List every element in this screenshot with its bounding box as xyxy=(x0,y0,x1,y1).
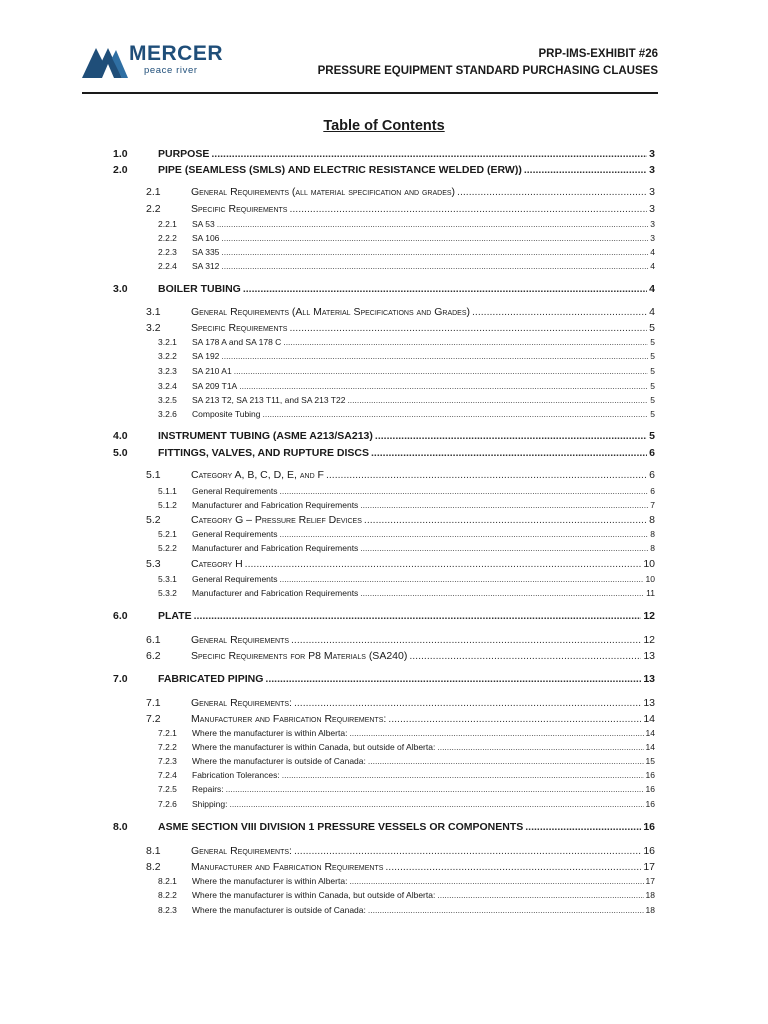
toc-entry[interactable] xyxy=(158,742,655,754)
toc-entry-label: Where the manufacturer is within Canada, but outside of Alberta: xyxy=(192,890,436,900)
toc-entry-number: 7.2.4 xyxy=(158,770,177,780)
toc-entry[interactable] xyxy=(113,430,655,444)
toc-entry-page: 5 xyxy=(649,430,655,442)
toc-entry[interactable] xyxy=(113,283,655,297)
toc-entry[interactable] xyxy=(158,784,655,796)
toc-dot-leader xyxy=(229,799,643,809)
toc-entry[interactable] xyxy=(146,713,655,727)
toc-entry-label: SA 178 A and SA 178 C xyxy=(192,337,282,347)
toc-entry[interactable] xyxy=(158,876,655,888)
toc-entry[interactable] xyxy=(113,148,655,162)
toc-dot-leader xyxy=(360,588,644,598)
toc-entry-label: Fabrication Tolerances: xyxy=(192,770,280,780)
toc-entry[interactable] xyxy=(158,500,655,512)
toc-entry-label: Manufacturer and Fabrication Requirements xyxy=(192,500,359,510)
toc-entry-page: 5 xyxy=(650,395,655,405)
toc-entry-page: 13 xyxy=(643,673,655,685)
toc-entry-number: 7.2.5 xyxy=(158,784,177,794)
toc-entry-number: 5.3 xyxy=(146,558,161,570)
toc-entry-number: 5.2.2 xyxy=(158,543,177,553)
toc-entry-label: SA 213 T2, SA 213 T11, and SA 213 T22 xyxy=(192,395,346,405)
toc-entry-number: 7.2.2 xyxy=(158,742,177,752)
toc-dot-leader xyxy=(226,784,644,794)
toc-entry[interactable] xyxy=(158,529,655,541)
toc-entry-number: 2.2 xyxy=(146,203,161,215)
mercer-mountain-icon xyxy=(82,44,128,78)
toc-entry-page: 3 xyxy=(649,164,655,176)
toc-entry-page: 16 xyxy=(643,821,655,833)
toc-dot-leader xyxy=(525,821,641,833)
toc-dot-leader xyxy=(472,306,647,318)
toc-entry-page: 3 xyxy=(649,148,655,160)
toc-entry-page: 4 xyxy=(649,283,655,295)
toc-dot-leader xyxy=(326,469,647,481)
toc-dot-leader xyxy=(282,770,644,780)
toc-entry-page: 17 xyxy=(643,861,655,873)
toc-entry-page: 12 xyxy=(643,610,655,622)
toc-entry-number: 5.2.1 xyxy=(158,529,177,539)
toc-dot-leader xyxy=(234,366,649,376)
toc-entry-label: Manufacturer and Fabrication Requirements: xyxy=(191,713,387,725)
toc-entry-page: 4 xyxy=(650,261,655,271)
toc-entry-number: 7.2 xyxy=(146,713,161,725)
toc-entry[interactable] xyxy=(158,486,655,498)
toc-entry-page: 5 xyxy=(650,337,655,347)
toc-entry-number: 2.2.2 xyxy=(158,233,177,243)
toc-entry-number: 2.1 xyxy=(146,186,161,198)
toc-entry-page: 5 xyxy=(650,409,655,419)
toc-entry-label: ASME SECTION VIII DIVISION 1 PRESSURE VESSELS OR COMPONENTS xyxy=(158,821,524,833)
toc-entry-label: SA 192 xyxy=(192,351,220,361)
toc-entry-page: 5 xyxy=(650,381,655,391)
toc-dot-leader xyxy=(388,713,641,725)
toc-entry-label: INSTRUMENT TUBING (ASME A213/SA213) xyxy=(158,430,373,442)
toc-entry[interactable] xyxy=(158,366,655,378)
toc-entry-label: Where the manufacturer is outside of Canada: xyxy=(192,756,366,766)
toc-entry-number: 8.2 xyxy=(146,861,161,873)
toc-entry-label: Specific Requirements for P8 Materials (SA240) xyxy=(191,650,408,662)
toc-entry-label: Where the manufacturer is within Alberta: xyxy=(192,876,348,886)
toc-entry-number: 6.2 xyxy=(146,650,161,662)
toc-entry[interactable] xyxy=(146,845,655,859)
toc-entry-label: General Requirements xyxy=(192,486,278,496)
toc-entry-number: 5.1.2 xyxy=(158,500,177,510)
toc-entry-label: PURPOSE xyxy=(158,148,210,160)
toc-entry-label: Specific Requirements xyxy=(191,322,288,334)
toc-entry[interactable] xyxy=(158,409,655,421)
toc-entry-page: 17 xyxy=(645,876,655,886)
toc-dot-leader xyxy=(294,845,641,857)
page-header xyxy=(82,40,658,94)
toc-entry-label: Specific Requirements xyxy=(191,203,288,215)
document-id: PRP-IMS-EXHIBIT #26 xyxy=(538,48,658,60)
toc-dot-leader xyxy=(245,558,642,570)
toc-entry-page: 8 xyxy=(649,514,655,526)
toc-entry-number: 7.2.1 xyxy=(158,728,177,738)
toc-entry-label: FABRICATED PIPING xyxy=(158,673,264,685)
toc-entry-number: 8.0 xyxy=(113,821,128,833)
toc-entry-number: 8.2.2 xyxy=(158,890,177,900)
toc-entry-label: SA 312 xyxy=(192,261,220,271)
toc-entry-label: General Requirements: xyxy=(191,845,292,857)
toc-dot-leader xyxy=(437,742,643,752)
toc-dot-leader xyxy=(265,673,641,685)
toc-entry[interactable] xyxy=(158,588,655,600)
toc-entry-page: 18 xyxy=(645,905,655,915)
toc-dot-leader xyxy=(280,529,649,539)
toc-entry-page: 10 xyxy=(645,574,655,584)
toc-dot-leader xyxy=(409,650,641,662)
toc-entry-label: Where the manufacturer is outside of Canada: xyxy=(192,905,366,915)
toc-entry-number: 3.2.2 xyxy=(158,351,177,361)
toc-dot-leader xyxy=(349,876,643,886)
toc-entry[interactable] xyxy=(113,821,655,835)
toc-entry[interactable] xyxy=(146,203,655,217)
toc-dot-leader xyxy=(371,447,647,459)
toc-entry-number: 7.2.6 xyxy=(158,799,177,809)
toc-dot-leader xyxy=(349,728,643,738)
toc-entry-label: General Requirements xyxy=(192,529,278,539)
toc-entry-page: 6 xyxy=(650,486,655,496)
toc-entry-number: 2.2.3 xyxy=(158,247,177,257)
toc-entry-page: 3 xyxy=(649,186,655,198)
toc-entry-number: 2.2.4 xyxy=(158,261,177,271)
toc-entry-number: 3.2.4 xyxy=(158,381,177,391)
toc-entry-page: 15 xyxy=(645,756,655,766)
toc-dot-leader xyxy=(524,164,647,176)
toc-entry-label: SA 335 xyxy=(192,247,220,257)
toc-entry-label: Where the manufacturer is within Alberta: xyxy=(192,728,348,738)
toc-entry-page: 16 xyxy=(645,784,655,794)
toc-entry-number: 3.2 xyxy=(146,322,161,334)
toc-entry[interactable] xyxy=(113,447,655,461)
toc-entry-page: 16 xyxy=(645,799,655,809)
toc-entry-label: FITTINGS, VALVES, AND RUPTURE DISCS xyxy=(158,447,369,459)
toc-entry-page: 8 xyxy=(650,529,655,539)
toc-entry[interactable] xyxy=(158,233,655,245)
toc-dot-leader xyxy=(294,697,641,709)
toc-entry-page: 4 xyxy=(650,247,655,257)
toc-entry-label: General Requirements (All Material Specifications and Grades) xyxy=(191,306,471,318)
toc-dot-leader xyxy=(364,514,647,526)
toc-dot-leader xyxy=(360,543,648,553)
toc-entry[interactable] xyxy=(158,890,655,902)
toc-entry-number: 2.0 xyxy=(113,164,128,176)
toc-entry[interactable] xyxy=(158,261,655,273)
toc-entry-page: 16 xyxy=(643,845,655,857)
toc-dot-leader xyxy=(221,233,648,243)
toc-dot-leader xyxy=(385,861,641,873)
toc-entry-label: BOILER TUBING xyxy=(158,283,241,295)
toc-dot-leader xyxy=(221,261,648,271)
toc-entry-label: SA 53 xyxy=(192,219,215,229)
toc-entry-number: 4.0 xyxy=(113,430,128,442)
toc-dot-leader xyxy=(194,610,642,622)
toc-entry-number: 8.2.1 xyxy=(158,876,177,886)
toc-entry-page: 4 xyxy=(649,306,655,318)
toc-entry-page: 13 xyxy=(643,650,655,662)
toc-entry[interactable] xyxy=(158,728,655,740)
toc-dot-leader xyxy=(375,430,647,442)
toc-entry-number: 6.1 xyxy=(146,634,161,646)
toc-entry-number: 3.2.6 xyxy=(158,409,177,419)
toc-entry[interactable] xyxy=(146,322,655,336)
toc-entry[interactable] xyxy=(158,247,655,259)
toc-dot-leader xyxy=(368,905,644,915)
toc-entry-page: 5 xyxy=(649,322,655,334)
toc-entry-page: 3 xyxy=(650,219,655,229)
toc-dot-leader xyxy=(368,756,644,766)
toc-entry-number: 7.2.3 xyxy=(158,756,177,766)
toc-entry[interactable] xyxy=(146,697,655,711)
toc-entry[interactable] xyxy=(146,650,655,664)
toc-entry-page: 5 xyxy=(650,366,655,376)
toc-entry-number: 3.2.3 xyxy=(158,366,177,376)
toc-entry-label: Category G – Pressure Relief Devices xyxy=(191,514,362,526)
toc-dot-leader xyxy=(221,351,648,361)
toc-entry[interactable] xyxy=(146,514,655,528)
toc-entry-number: 6.0 xyxy=(113,610,128,622)
toc-entry-number: 1.0 xyxy=(113,148,128,160)
toc-entry-page: 14 xyxy=(645,742,655,752)
toc-dot-leader xyxy=(221,247,648,257)
toc-entry-label: General Requirements (all material specification and grades) xyxy=(191,186,456,198)
toc-entry[interactable] xyxy=(158,381,655,393)
toc-entry-label: General Requirements xyxy=(192,574,278,584)
toc-entry[interactable] xyxy=(158,351,655,363)
toc-entry-label: Manufacturer and Fabrication Requirements xyxy=(192,543,359,553)
toc-entry-label: Category H xyxy=(191,558,243,570)
toc-entry-label: Where the manufacturer is within Canada, but outside of Alberta: xyxy=(192,742,436,752)
toc-entry-number: 7.1 xyxy=(146,697,161,709)
toc-entry[interactable] xyxy=(158,756,655,768)
toc-entry-page: 14 xyxy=(643,713,655,725)
toc-entry-number: 3.1 xyxy=(146,306,161,318)
toc-entry-page: 5 xyxy=(650,351,655,361)
toc-entry-label: PIPE (SEAMLESS (SMLS) AND ELECTRIC RESISTANCE WELDED (ERW)) xyxy=(158,164,522,176)
toc-dot-leader xyxy=(347,395,648,405)
toc-entry-number: 5.3.1 xyxy=(158,574,177,584)
toc-entry-number: 3.0 xyxy=(113,283,128,295)
toc-entry-page: 16 xyxy=(645,770,655,780)
toc-entry[interactable] xyxy=(146,558,655,572)
toc-entry[interactable] xyxy=(158,905,655,917)
toc-entry-label: General Requirements xyxy=(191,634,290,646)
toc-entry[interactable] xyxy=(146,186,655,200)
toc-dot-leader xyxy=(280,486,649,496)
toc-entry-number: 5.3.2 xyxy=(158,588,177,598)
toc-dot-leader xyxy=(289,322,647,334)
toc-entry-label: Category A, B, C, D, E, and F xyxy=(191,469,324,481)
toc-title: Table of Contents xyxy=(323,118,445,134)
toc-entry-label: General Requirements: xyxy=(191,697,292,709)
toc-dot-leader xyxy=(457,186,647,198)
toc-entry[interactable] xyxy=(158,219,655,231)
toc-entry-page: 12 xyxy=(643,634,655,646)
toc-entry-page: 3 xyxy=(650,233,655,243)
toc-entry[interactable] xyxy=(158,543,655,555)
toc-entry-number: 8.2.3 xyxy=(158,905,177,915)
toc-dot-leader xyxy=(243,283,647,295)
toc-entry-page: 13 xyxy=(643,697,655,709)
toc-entry-page: 10 xyxy=(643,558,655,570)
logo-subtitle: peace river xyxy=(144,65,198,76)
toc-dot-leader xyxy=(360,500,648,510)
toc-entry-page: 14 xyxy=(645,728,655,738)
toc-entry-page: 11 xyxy=(646,588,655,598)
toc-entry[interactable] xyxy=(146,469,655,483)
toc-entry-page: 6 xyxy=(649,469,655,481)
toc-entry-page: 7 xyxy=(650,500,655,510)
toc-entry-number: 8.1 xyxy=(146,845,161,857)
toc-entry-label: SA 210 A1 xyxy=(192,366,232,376)
toc-entry-page: 6 xyxy=(649,447,655,459)
toc-entry-label: Manufacturer and Fabrication Requirements xyxy=(192,588,359,598)
toc-entry[interactable] xyxy=(146,306,655,320)
toc-dot-leader xyxy=(211,148,647,160)
logo-name: MERCER xyxy=(129,42,224,65)
toc-entry-label: SA 209 T1A xyxy=(192,381,238,391)
toc-dot-leader xyxy=(283,337,648,347)
toc-entry[interactable] xyxy=(113,673,655,687)
toc-entry[interactable] xyxy=(113,610,655,624)
toc-entry-page: 18 xyxy=(645,890,655,900)
toc-entry[interactable] xyxy=(146,861,655,875)
mercer-logo xyxy=(82,42,222,82)
toc-dot-leader xyxy=(217,219,649,229)
toc-entry-number: 7.0 xyxy=(113,673,128,685)
toc-dot-leader xyxy=(263,409,649,419)
toc-entry-number: 5.1.1 xyxy=(158,486,177,496)
toc-entry[interactable] xyxy=(158,395,655,407)
toc-entry-number: 2.2.1 xyxy=(158,219,177,229)
toc-entry-label: Shipping: xyxy=(192,799,228,809)
toc-entry-number: 5.2 xyxy=(146,514,161,526)
toc-entry-label: Manufacturer and Fabrication Requirements xyxy=(191,861,384,873)
toc-entry-label: Repairs: xyxy=(192,784,224,794)
toc-entry[interactable] xyxy=(158,799,655,811)
toc-entry[interactable] xyxy=(158,337,655,349)
document-title: PRESSURE EQUIPMENT STANDARD PURCHASING CLAUSES xyxy=(317,65,658,77)
toc-entry-label: Composite Tubing xyxy=(192,409,261,419)
toc-entry-page: 3 xyxy=(649,203,655,215)
toc-entry-number: 3.2.1 xyxy=(158,337,177,347)
toc-entry[interactable] xyxy=(158,770,655,782)
toc-dot-leader xyxy=(291,634,641,646)
toc-entry-label: SA 106 xyxy=(192,233,220,243)
toc-dot-leader xyxy=(289,203,647,215)
toc-entry-label: PLATE xyxy=(158,610,192,622)
toc-entry-number: 3.2.5 xyxy=(158,395,177,405)
toc-dot-leader xyxy=(239,381,648,391)
toc-entry-number: 5.1 xyxy=(146,469,161,481)
toc-dot-leader xyxy=(280,574,644,584)
toc-entry-number: 5.0 xyxy=(113,447,128,459)
toc-entry[interactable] xyxy=(113,164,655,178)
toc-entry[interactable] xyxy=(146,634,655,648)
toc-dot-leader xyxy=(437,890,643,900)
toc-entry-page: 8 xyxy=(650,543,655,553)
toc-entry[interactable] xyxy=(158,574,655,586)
